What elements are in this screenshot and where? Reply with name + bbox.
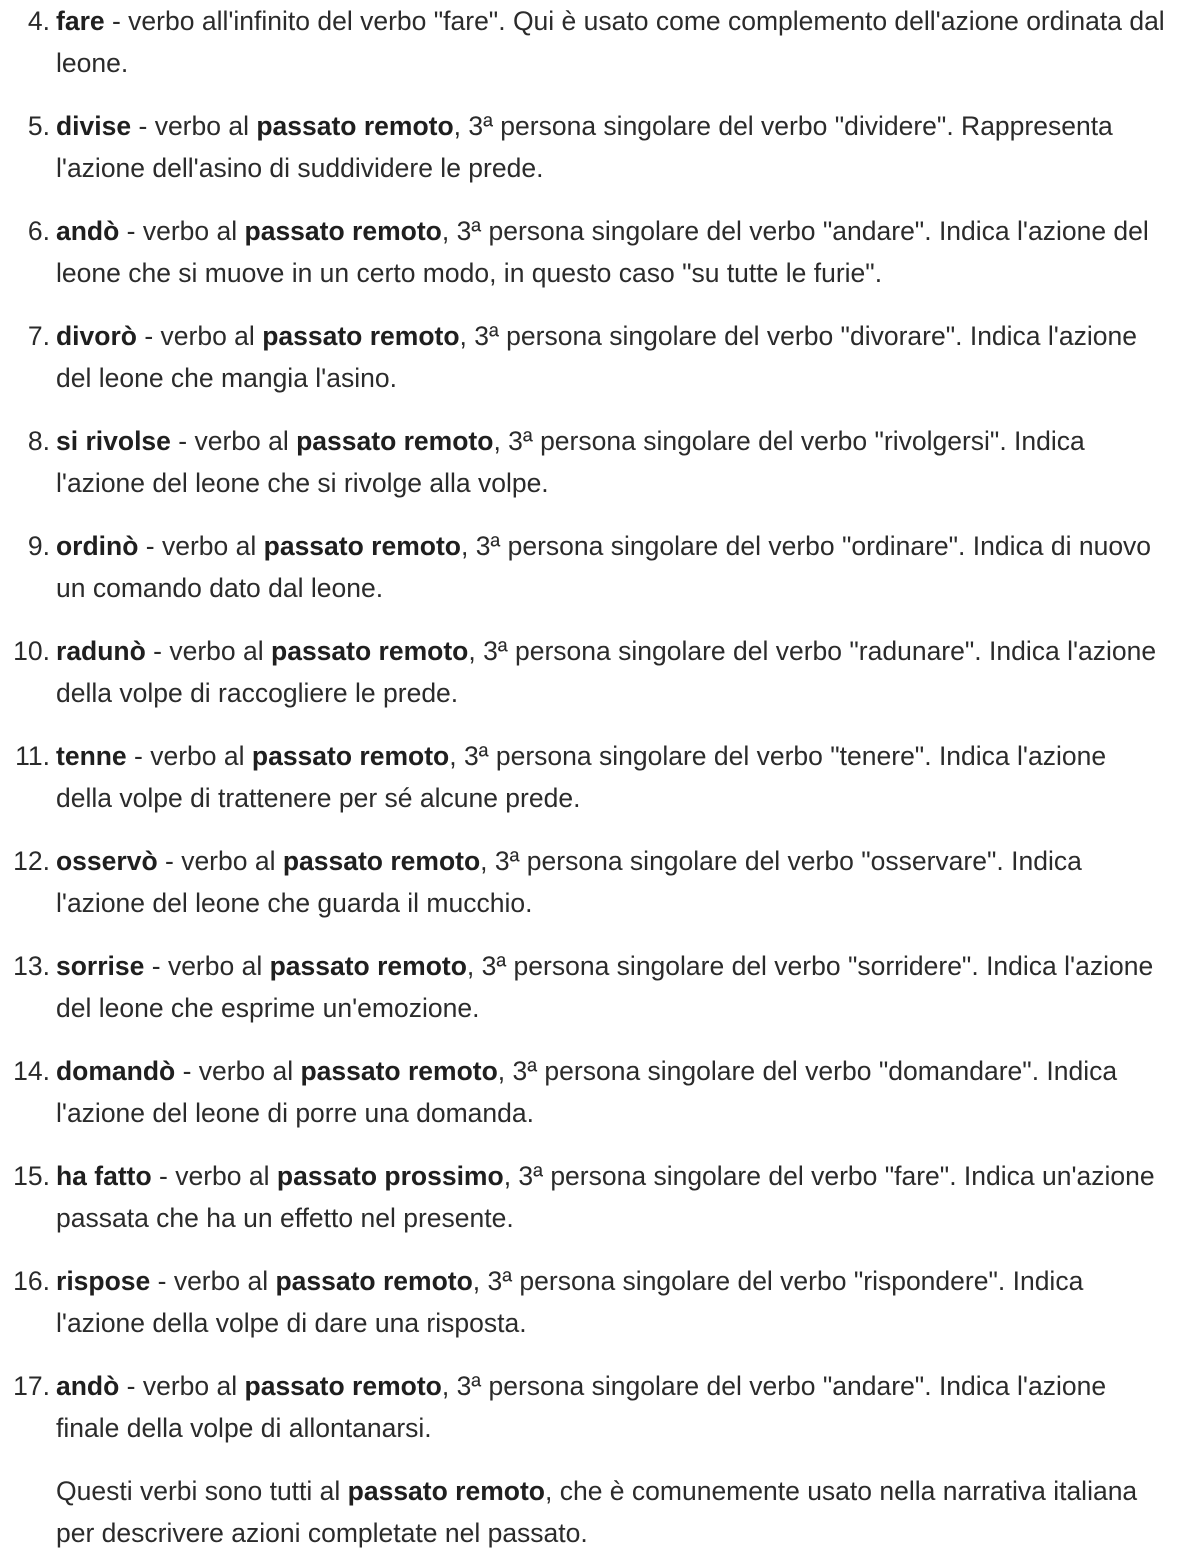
item-number: 13. (13, 951, 50, 981)
item-number: 17. (13, 1371, 50, 1401)
item-term: sorrise (56, 951, 145, 981)
item-tense: passato prossimo (276, 1161, 504, 1191)
item-tense: passato remoto (262, 321, 460, 351)
item-number: 15. (13, 1161, 50, 1191)
list-item (0, 945, 1187, 1029)
item-number: 14. (13, 1056, 50, 1086)
item-text: , 3ª persona singolare del verbo "radunare". Indica l'azione della volpe di raccogliere le prede. (56, 636, 1157, 708)
item-tense: passato remoto (296, 426, 494, 456)
item-term: radunò (56, 636, 146, 666)
item-number: 11. (15, 741, 50, 771)
item-term: andò (56, 216, 120, 246)
item-number: 9. (27, 531, 50, 561)
item-text: - verbo al (126, 741, 252, 771)
item-text: - verbo al (145, 636, 272, 666)
item-term: rispose (56, 1266, 151, 1296)
item-tense: passato remoto (244, 216, 442, 246)
item-term: ordinò (56, 531, 139, 561)
item-text: - verbo al (151, 1161, 277, 1191)
list-item (0, 315, 1187, 399)
item-text: , 3ª persona singolare del verbo "tenere". Indica l'azione della volpe di trattenere per sé alcune prede. (56, 741, 1107, 813)
list-item (0, 1050, 1187, 1134)
item-number: 6. (27, 216, 50, 246)
item-text: , 3ª persona singolare del verbo "ordinare". Indica di nuovo un comando dato dal leone. (56, 531, 1152, 603)
item-term: divise (56, 111, 132, 141)
item-text: - verbo al (136, 321, 263, 351)
item-tense: passato remoto (282, 846, 481, 876)
list-item (0, 420, 1187, 504)
list-item (0, 735, 1187, 819)
item-number: 7. (27, 321, 50, 351)
item-number: 12. (13, 846, 50, 876)
list-item (0, 630, 1187, 714)
item-number: 8. (27, 426, 50, 456)
item-term: si rivolse (56, 426, 171, 456)
item-term: osservò (56, 846, 158, 876)
item-text: , 3ª persona singolare del verbo "rivolgersi". Indica l'azione del leone che si rivolge alla volpe. (56, 426, 1085, 498)
list-item (0, 0, 1187, 84)
item-text: - verbo al (175, 1056, 301, 1086)
item-text: , 3ª persona singolare del verbo "rispondere". Indica l'azione della volpe di dare una risposta. (56, 1266, 1084, 1338)
list-item (0, 1365, 1187, 1449)
item-term: tenne (56, 741, 127, 771)
item-text: , 3ª persona singolare del verbo "osservare". Indica l'azione del leone che guarda il mucchio. (56, 846, 1082, 918)
item-text: , 3ª persona singolare del verbo "andare". Indica l'azione finale della volpe di allontanarsi. (56, 1371, 1107, 1443)
item-text: - verbo al (119, 216, 245, 246)
item-text: - verbo al (170, 426, 297, 456)
item-tense: passato remoto (275, 1266, 473, 1296)
item-text: , 3ª persona singolare del verbo "andare". Indica l'azione del leone che si muove in un certo modo, in questo caso "su tutte le furie". (56, 216, 1149, 288)
list-item (0, 1155, 1187, 1239)
item-number: 4. (27, 6, 50, 36)
item-text: , 3ª persona singolare del verbo "domandare". Indica l'azione del leone di porre una domanda. (56, 1056, 1118, 1128)
item-term: divorò (56, 321, 137, 351)
item-number: 16. (13, 1266, 50, 1296)
item-term: andò (56, 1371, 120, 1401)
list-item (0, 840, 1187, 924)
item-description: - verbo all'infinito del verbo "fare". Qui è usato come complemento dell'azione ordinata dal leone. (56, 6, 1165, 78)
item-tense: passato remoto (263, 531, 461, 561)
item-number: 10. (13, 636, 50, 666)
list-item (0, 525, 1187, 609)
item-text: , 3ª persona singolare del verbo "fare". Indica un'azione passata che ha un effetto nel presente. (56, 1161, 1155, 1233)
item-text: , 3ª persona singolare del verbo "divorare". Indica l'azione del leone che mangia l'asino. (56, 321, 1137, 393)
closing-text: , che è comunemente usato nella narrativa italiana per descrivere azioni completate nel passato. (56, 1476, 1138, 1548)
closing-text: Questi verbi sono tutti al (56, 1476, 348, 1506)
item-tense: passato remoto (269, 951, 467, 981)
item-text: - verbo al (157, 846, 283, 876)
item-tense: passato remoto (300, 1056, 498, 1086)
item-text: , 3ª persona singolare del verbo "dividere". Rappresenta l'azione dell'asino di suddividere le prede. (56, 111, 1113, 183)
item-tense: passato remoto (271, 636, 469, 666)
item-term: fare (56, 6, 105, 36)
item-term: domandò (56, 1056, 176, 1086)
item-text: - verbo al (144, 951, 270, 981)
list-item (0, 105, 1187, 189)
list-item (0, 210, 1187, 294)
item-text: - verbo al (138, 531, 264, 561)
item-text: , 3ª persona singolare del verbo "sorridere". Indica l'azione del leone che esprime un'emozione. (56, 951, 1154, 1023)
closing-tense: passato remoto (347, 1476, 545, 1506)
item-tense: passato remoto (244, 1371, 442, 1401)
closing-paragraph (0, 1470, 1187, 1554)
item-text: - verbo al (131, 111, 257, 141)
item-text: - verbo al (150, 1266, 276, 1296)
item-text: - verbo al (119, 1371, 245, 1401)
item-term: ha fatto (56, 1161, 152, 1191)
item-number: 5. (27, 111, 50, 141)
item-tense: passato remoto (251, 741, 450, 771)
item-tense: passato remoto (256, 111, 454, 141)
list-item (0, 1260, 1187, 1344)
